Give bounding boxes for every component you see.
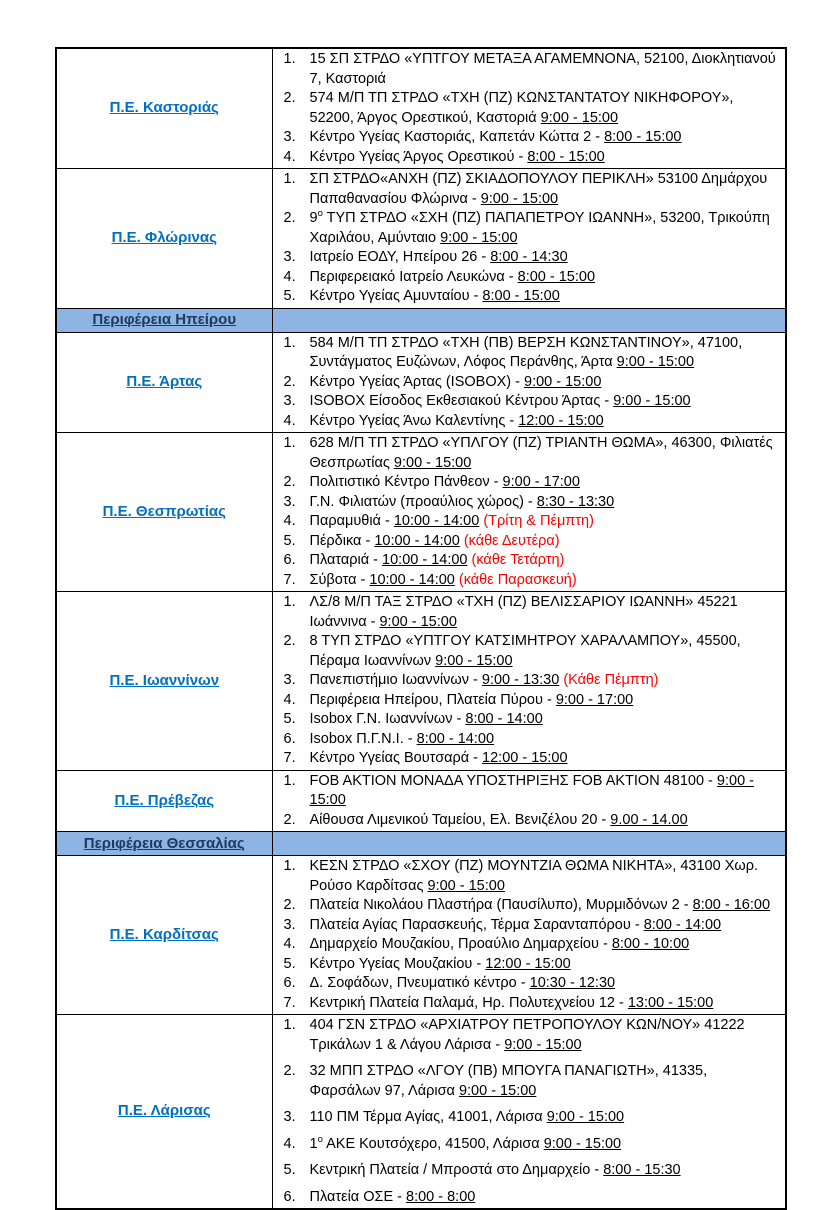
opening-hours: 10:30 - 12:30 — [529, 975, 616, 991]
location-text: Πολιτιστικό Κέντρο Πάνθεον - — [309, 474, 503, 490]
opening-hours: 9:00 - 15:00 — [440, 229, 518, 246]
day-annotation: (κάθε Τετάρτη) — [471, 552, 565, 568]
opening-hours: 9:00 - 17:00 — [555, 691, 634, 708]
locations-cell — [272, 856, 786, 1015]
location-list — [277, 593, 782, 769]
section-title: Περιφέρεια Ηπείρου — [92, 311, 237, 329]
location-text: Πέρδικα - — [309, 532, 375, 549]
location-item — [277, 50, 782, 89]
region-cell — [56, 433, 272, 592]
location-text: Κεντρική Πλατεία Παλαμά, Ηρ. Πολυτεχνείου 12 - — [309, 994, 628, 1011]
opening-hours: 8:00 - 16:00 — [692, 897, 771, 913]
region-link[interactable]: Π.Ε. Φλώρινας — [111, 229, 217, 246]
table-row — [56, 856, 786, 1015]
location-text: Πλατεία ΟΣΕ - — [309, 1188, 407, 1205]
location-text: Δ. Σοφάδων, Πνευματικό κέντρο - — [309, 975, 530, 991]
opening-hours: 8:00 - 15:00 — [604, 129, 682, 145]
section-header-empty-cell — [272, 308, 786, 332]
location-text: Πλαταριά - — [309, 552, 383, 568]
opening-hours: 9:00 - 15:00 — [458, 1082, 537, 1099]
location-text: 9 — [309, 210, 318, 226]
location-text: 8 ΤΥΠ ΣΤΡΔΟ «ΥΠΤΓΟΥ ΚΑΤΣΙΜΗΤΡΟΥ ΧΑΡΑΛΑΜΠΟΥ», 45500, Πέραμα Ιωαννίνων — [309, 633, 741, 669]
opening-hours: 8:00 - 15:30 — [603, 1162, 681, 1178]
location-item — [277, 209, 782, 248]
location-item — [277, 691, 782, 711]
location-list — [277, 857, 782, 1013]
region-cell — [56, 592, 272, 771]
opening-hours: 9:00 - 15:00 — [480, 190, 559, 207]
opening-hours: 8:00 - 14:30 — [490, 249, 568, 265]
day-annotation: (Κάθε Πέμπτη) — [563, 672, 659, 688]
location-list — [277, 334, 782, 432]
location-text: Κέντρο Υγείας Άρτας (ISOBOX) - — [309, 373, 524, 390]
opening-hours: 10:00 - 14:00 — [374, 532, 460, 549]
location-list — [277, 1016, 782, 1207]
location-item — [277, 532, 782, 552]
location-text: Δημαρχείο Μουζακίου, Προαύλιο Δημαρχείου - — [309, 936, 612, 952]
location-item — [277, 896, 782, 916]
location-text: ο — [317, 208, 323, 220]
opening-hours: 9:00 - 15:00 — [309, 772, 755, 808]
opening-hours: 9:00 - 15:00 — [524, 373, 602, 390]
opening-hours: 12:00 - 15:00 — [518, 412, 604, 429]
table-row — [56, 169, 786, 309]
opening-hours: 8:00 - 14:00 — [465, 711, 543, 727]
opening-hours: 9:00 - 15:00 — [427, 877, 505, 894]
location-item — [277, 512, 782, 532]
location-text: Παραμυθιά - — [309, 513, 394, 529]
location-text: Ιατρείο ΕΟΔΥ, Ηπείρου 26 - — [309, 249, 491, 265]
location-item — [277, 551, 782, 571]
location-text: Κέντρο Υγείας Μουζακίου - — [309, 955, 486, 972]
region-cell — [56, 169, 272, 309]
opening-hours: 8:00 - 8:00 — [406, 1188, 476, 1205]
location-item — [277, 994, 782, 1014]
location-text: Κέντρο Υγείας Βουτσαρά - — [309, 750, 483, 766]
location-text: Περιφέρεια Ηπείρου, Πλατεία Πύρου - — [309, 691, 556, 708]
location-item — [277, 955, 782, 975]
region-cell — [56, 856, 272, 1015]
opening-hours: 10:00 - 14:00 — [382, 552, 468, 568]
location-item — [277, 671, 782, 691]
location-text: Γ.Ν. Φιλιατών (προαύλιος χώρος) - — [309, 493, 537, 510]
opening-hours: 12:00 - 15:00 — [482, 750, 568, 766]
location-list — [277, 170, 782, 307]
day-annotation: (Τρίτη & Πέμπτη) — [483, 513, 594, 529]
opening-hours: 9:00 - 15:00 — [435, 652, 513, 669]
table-body — [56, 48, 786, 1209]
location-text: 404 ΓΣΝ ΣΤΡΔΟ «ΑΡΧΙΑΤΡΟΥ ΠΕΤΡΟΠΟΥΛΟΥ ΚΩΝ/ΝΟΥ» 41222 Τρικάλων 1 & Λάγου Λάρισα - — [309, 1017, 745, 1053]
location-text: Πανεπιστήμιο Ιωαννίνων - — [309, 672, 482, 688]
opening-hours: 9:00 - 15:00 — [393, 454, 472, 471]
location-text: Αίθουσα Λιμενικού Ταμείου, Ελ. Βενιζέλου 20 - — [309, 811, 611, 828]
location-item — [277, 128, 782, 148]
location-item — [277, 493, 782, 513]
location-item — [277, 1161, 782, 1181]
vaccination-points-table — [55, 47, 787, 1210]
region-cell — [56, 48, 272, 169]
opening-hours: 9:00 - 15:00 — [546, 1109, 625, 1125]
opening-hours: 8:00 - 10:00 — [611, 936, 690, 952]
location-text: Isobox Π.Γ.Ν.Ι. - — [309, 730, 417, 747]
table-row — [56, 433, 786, 592]
region-link[interactable]: Π.Ε. Άρτας — [126, 373, 203, 390]
opening-hours: 12:00 - 15:00 — [485, 955, 571, 972]
location-item — [277, 571, 782, 591]
location-text: Σύβοτα - — [309, 571, 370, 588]
opening-hours: 10:00 - 14:00 — [369, 571, 455, 588]
location-text: Κέντρο Υγείας Καστοριάς, Καπετάν Κώττα 2 - — [309, 129, 605, 145]
location-item — [277, 935, 782, 955]
location-item — [277, 1062, 782, 1101]
location-text: 1 — [309, 1135, 318, 1152]
location-text: Κέντρο Υγείας Άργος Ορεστικού - — [309, 148, 528, 165]
location-item — [277, 268, 782, 288]
location-item — [277, 287, 782, 307]
location-text: ΛΣ/8 Μ/Π ΤΑΞ ΣΤΡΔΟ «ΤΧΗ (ΠΖ) ΒΕΛΙΣΣΑΡΙΟΥ ΙΩΑΝΝΗ» 45221 Ιωάννινα - — [309, 594, 738, 630]
location-text: ΤΥΠ ΣΤΡΔΟ «ΣΧΗ (ΠΖ) ΠΑΠΑΠΕΤΡΟΥ ΙΩΑΝΝΗ», 53200, Τρικούπη Χαριλάου, Αμύνταιο — [309, 210, 770, 246]
location-item — [277, 373, 782, 393]
location-text: 628 Μ/Π ΤΠ ΣΤΡΔΟ «ΥΠΛΓΟΥ (ΠΖ) ΤΡΙΑΝΤΗ ΘΩΜΑ», 46300, Φιλιατές Θεσπρωτίας — [309, 435, 773, 471]
day-annotation: (κάθε Δευτέρα) — [463, 532, 560, 549]
location-item — [277, 916, 782, 936]
table-row — [56, 48, 786, 169]
opening-hours: 8:00 - 15:00 — [482, 288, 560, 304]
opening-hours: 8:00 - 15:00 — [527, 148, 605, 165]
opening-hours: 9:00 - 13:30 — [481, 672, 560, 688]
location-item — [277, 632, 782, 671]
location-text: Κέντρο Υγείας Άνω Καλεντίνης - — [309, 412, 519, 429]
location-item — [277, 412, 782, 432]
locations-cell — [272, 592, 786, 771]
section-header-row — [56, 308, 786, 332]
location-text: 574 Μ/Π ΤΠ ΣΤΡΔΟ «ΤΧΗ (ΠΖ) ΚΩΝΣΤΑΝΤΑΤΟΥ ΝΙΚΗΦΟΡΟΥ», 52200, Άργος Ορεστικού, Καστοριά — [309, 90, 734, 126]
location-item — [277, 248, 782, 268]
region-link[interactable]: Π.Ε. Λάρισας — [117, 1102, 211, 1120]
location-item — [277, 148, 782, 168]
location-item — [277, 334, 782, 373]
location-text: 110 ΠΜ Τέρμα Αγίας, 41001, Λάρισα — [309, 1109, 547, 1125]
region-link[interactable]: Π.Ε. Ιωαννίνων — [109, 671, 220, 689]
location-list — [277, 50, 782, 167]
opening-hours: 9:00 - 15:00 — [616, 354, 695, 370]
section-title: Περιφέρεια Θεσσαλίας — [83, 834, 245, 852]
opening-hours: 10:00 - 14:00 — [393, 513, 480, 529]
location-item — [277, 749, 782, 769]
region-cell — [56, 332, 272, 433]
location-item — [277, 89, 782, 128]
opening-hours: 9:00 - 15:00 — [540, 109, 619, 126]
locations-cell — [272, 770, 786, 832]
location-text: Πλατεία Νικολάου Πλαστήρα (Παυσίλυπο), Μυρμιδόνων 2 - — [309, 897, 693, 913]
opening-hours: 8:00 - 14:00 — [643, 916, 722, 933]
opening-hours: 8:00 - 15:00 — [517, 268, 596, 285]
location-item — [277, 1135, 782, 1155]
location-item — [277, 730, 782, 750]
location-text: Κεντρική Πλατεία / Μπροστά στο Δημαρχείο - — [309, 1162, 604, 1178]
location-item — [277, 1188, 782, 1208]
day-annotation: (κάθε Παρασκευή) — [458, 571, 577, 588]
location-item — [277, 974, 782, 994]
opening-hours: 9:00 - 15:00 — [504, 1036, 582, 1053]
locations-cell — [272, 169, 786, 309]
region-cell — [56, 770, 272, 832]
location-list — [277, 434, 782, 590]
section-header-cell — [56, 832, 272, 856]
table-row — [56, 770, 786, 832]
locations-cell — [272, 48, 786, 169]
location-item — [277, 593, 782, 632]
location-text: 584 Μ/Π ΤΠ ΣΤΡΔΟ «ΤΧΗ (ΠΒ) ΒΕΡΣΗ ΚΩΝΣΤΑΝΤΙΝΟΥ», 47100, Συντάγματος Ευζώνων, Λόφος Περάνθης, Άρτα — [309, 334, 743, 370]
section-header-empty-cell — [272, 832, 786, 856]
table-row — [56, 592, 786, 771]
section-header-row — [56, 832, 786, 856]
table-row — [56, 332, 786, 433]
location-item — [277, 1016, 782, 1055]
location-item — [277, 811, 782, 831]
location-text: Πλατεία Αγίας Παρασκευής, Τέρμα Σαρανταπόρου - — [309, 916, 644, 933]
location-text: 32 ΜΠΠ ΣΤΡΔΟ «ΛΓΟΥ (ΠΒ) ΜΠΟΥΓΑ ΠΑΝΑΓΙΩΤΗ», 41335, Φαρσάλων 97, Λάρισα — [309, 1063, 708, 1099]
opening-hours: 9:00 - 15:00 — [543, 1135, 622, 1152]
location-item — [277, 170, 782, 209]
opening-hours: 9.00 - 14.00 — [610, 811, 688, 828]
opening-hours: 9:00 - 17:00 — [502, 474, 580, 490]
location-text: Isobox Γ.Ν. Ιωαννίνων - — [309, 711, 466, 727]
location-list — [277, 772, 782, 831]
opening-hours: 9:00 - 15:00 — [379, 613, 457, 630]
region-cell — [56, 1015, 272, 1210]
locations-cell — [272, 433, 786, 592]
locations-cell — [272, 332, 786, 433]
locations-cell — [272, 1015, 786, 1210]
location-text: ΚΕΣΝ ΣΤΡΔΟ «ΣΧΟΥ (ΠΖ) ΜΟΥΝΤΖΙΑ ΘΩΜΑ ΝΙΚΗΤΑ», 43100 Χωρ. Ρούσο Καρδίτσας — [309, 858, 758, 894]
table-row — [56, 1015, 786, 1210]
opening-hours: 13:00 - 15:00 — [627, 994, 714, 1011]
opening-hours: 8:00 - 14:00 — [416, 730, 495, 747]
region-link[interactable]: Π.Ε. Θεσπρωτίας — [102, 502, 226, 520]
opening-hours: 9:00 - 15:00 — [613, 393, 691, 409]
location-text: Κέντρο Υγείας Αμυνταίου - — [309, 288, 483, 304]
region-link[interactable]: Π.Ε. Καστοριάς — [109, 99, 219, 117]
location-item — [277, 473, 782, 493]
location-text: 15 ΣΠ ΣΤΡΔΟ «ΥΠΤΓΟΥ ΜΕΤΑΞΑ ΑΓΑΜΕΜΝΟΝΑ, 52100, Διοκλητιανού 7, Καστοριά — [309, 51, 776, 87]
location-text: FOB AKTION ΜΟΝΑΔΑ ΥΠΟΣΤΗΡΙΞΗΣ FOB AKTION 48100 - — [309, 772, 717, 789]
opening-hours: 8:30 - 13:30 — [536, 493, 615, 510]
location-item — [277, 772, 782, 811]
location-text: Περιφερειακό Ιατρείο Λευκώνα - — [309, 268, 518, 285]
location-text: ISOBOX Είσοδος Εκθεσιακού Κέντρου Άρτας - — [309, 393, 614, 409]
location-text: ΑΚΕ Κουτσόχερο, 41500, Λάρισα — [322, 1135, 544, 1152]
location-item — [277, 857, 782, 896]
location-item — [277, 434, 782, 473]
location-item — [277, 392, 782, 412]
location-item — [277, 710, 782, 730]
section-header-cell — [56, 308, 272, 332]
location-item — [277, 1108, 782, 1128]
location-text: ΣΠ ΣΤΡΔΟ«ΑΝΧΗ (ΠΖ) ΣΚΙΑΔΟΠΟΥΛΟΥ ΠΕΡΙΚΛΗ» 53100 Δημάρχου Παπαθανασίου Φλώρινα - — [309, 171, 768, 207]
region-link[interactable]: Π.Ε. Πρέβεζας — [114, 791, 215, 809]
region-link[interactable]: Π.Ε. Καρδίτσας — [109, 925, 219, 943]
location-text: ο — [317, 1133, 323, 1145]
